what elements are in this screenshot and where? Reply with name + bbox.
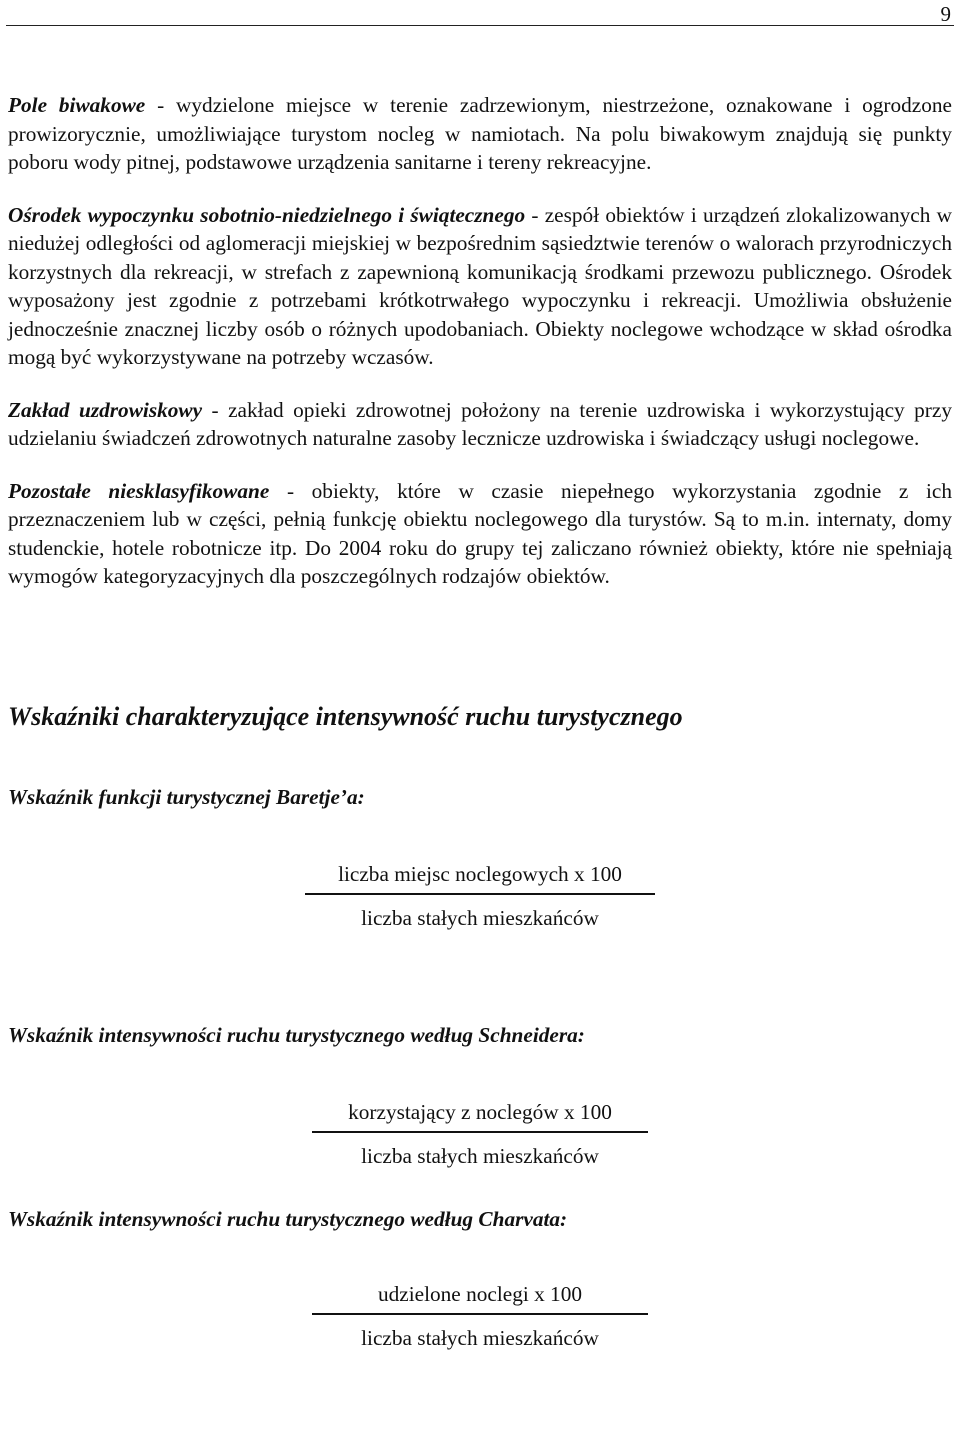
term-label: Ośrodek wypoczynku sobotnio-niedzielnego i świątecznego <box>8 202 526 227</box>
definition-text: - zespół obiektów i urządzeń zlokalizowanych w niedużej odległości od aglomeracji miejskiej w bezpośrednim sąsiedztwie terenów o walorach przyrodniczych korzystnych dla rekreacji, w strefach z zapewnioną komunikacją środkami przewozu publicznego. Ośrodek wyposażony jest zgodnie z potrzebami krótkotrwałego wypoczynku i rekreacji. Umożliwia obsłużenie jednocześnie znacznej liczby osób o różnych upodobaniach. Obiekty noclegowe wchodzące w skład ośrodka mogą być wykorzystywane na potrzeby wczasów. <box>8 202 952 369</box>
indicator-title-charvat: Wskaźnik intensywności ruchu turystycznego według Charvata: <box>8 1206 568 1231</box>
paragraph-osrodek-wypoczynku <box>8 201 952 372</box>
formula-denominator: liczba stałych mieszkańców <box>361 1325 599 1350</box>
term-label: Zakład uzdrowiskowy <box>8 397 203 422</box>
formula-denominator: liczba stałych mieszkańców <box>361 1143 599 1168</box>
definition-text: - zakład opieki zdrowotnej położony na terenie uzdrowiska i wykorzystujący przy udzielaniu świadczeń zdrowotnych naturalne zasoby lecznicze uzdrowiska i świadczący usługi noclegowe. <box>8 397 952 450</box>
formula-baretje <box>305 861 655 931</box>
formula-schneider <box>312 1099 648 1169</box>
page-number: 9 <box>940 2 951 26</box>
definition-text: - obiekty, które w czasie niepełnego wykorzystania zgodnie z ich przeznaczeniem lub w części, pełnią funkcję obiektu noclegowego dla turystów. Są to m.in. internaty, domy studenckie, hotele robotnicze itp. Do 2004 roku do grupy tej zaliczano również obiekty, które nie spełniają wymogów kategoryzacyjnych dla poszczególnych rodzajów obiektów. <box>8 478 952 588</box>
formula-denominator: liczba stałych mieszkańców <box>361 905 599 930</box>
paragraph-zaklad-uzdrowiskowy <box>8 396 952 453</box>
formula-charvat <box>312 1281 648 1351</box>
section-title: Wskaźniki charakteryzujące intensywność ruchu turystycznego <box>8 701 683 731</box>
definition-text: - wydzielone miejsce w terenie zadrzewionym, niestrzeżone, oznakowane i ogrodzone prowizorycznie, umożliwiające turystom nocleg w namiotach. Na polu biwakowym znajdują się punkty poboru wody pitnej, podstawowe urządzenia sanitarne i tereny rekreacyjne. <box>8 93 952 174</box>
term-label: Pole biwakowe <box>8 93 146 117</box>
formula-numerator: liczba miejsc noclegowych x 100 <box>338 861 622 886</box>
formula-numerator: korzystający z noclegów x 100 <box>348 1099 612 1124</box>
header-rule <box>6 25 954 26</box>
indicator-title-baretje: Wskaźnik funkcji turystycznej Baretje’a: <box>8 784 365 809</box>
term-label: Pozostałe niesklasyfikowane <box>8 478 270 503</box>
paragraph-pole-biwakowe <box>8 91 952 177</box>
page-content <box>8 91 952 1351</box>
paragraph-pozostale <box>8 477 952 591</box>
formula-numerator: udzielone noclegi x 100 <box>377 1281 583 1306</box>
indicator-title-schneider: Wskaźnik intensywności ruchu turystycznego według Schneidera: <box>8 1022 585 1047</box>
